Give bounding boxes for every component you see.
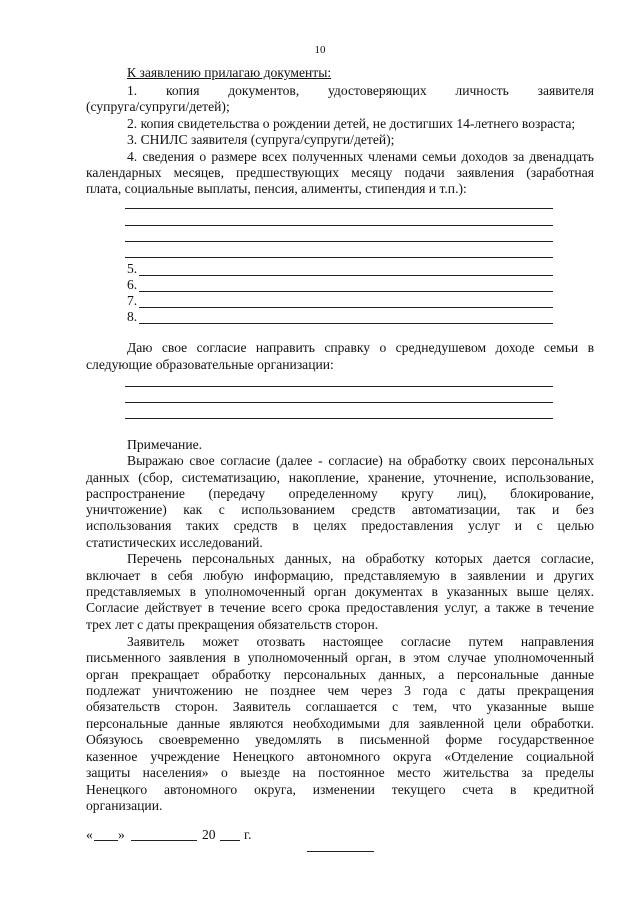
note-p2-line: представляемых в уполномоченный орган документах в указанных выше целях.: [86, 584, 594, 599]
fill-line[interactable]: [125, 208, 553, 209]
note-p3-line: Обязуюсь своевременно уведомлять в письменной форме государственное: [86, 732, 594, 747]
note-p1-line: уничтожение) как с использованием средств автоматизации, так и без: [86, 502, 594, 517]
date-close-quote: »: [118, 827, 125, 842]
fill-line[interactable]: [125, 225, 553, 226]
date-year-suffix: г.: [244, 827, 252, 842]
numbered-line-label: 6.: [127, 277, 138, 292]
attachment-item-1: 1. копия документов, удостоверяющих личность заявителя: [127, 83, 594, 98]
fill-line[interactable]: [139, 291, 553, 292]
date-month-field[interactable]: [131, 840, 197, 841]
fill-line[interactable]: [125, 402, 553, 403]
attachment-item-3: 3. СНИЛС заявителя (супруга/супруги/детей);: [127, 132, 395, 147]
note-p3-line: персональные данные являются необходимыми для заявленной цели обработки.: [86, 716, 594, 731]
numbered-line-label: 8.: [127, 309, 138, 324]
note-p3-line: Ненецкого автономного округа, изменении текущего счета в кредитной: [86, 782, 594, 797]
numbered-line-label: 5.: [127, 261, 138, 276]
numbered-line-label: 7.: [127, 293, 138, 308]
attachments-heading: К заявлению прилагаю документы:: [127, 65, 332, 80]
fill-line[interactable]: [125, 386, 553, 387]
consent-reference-line-2: следующие образовательные организации:: [86, 357, 334, 372]
note-p1-line: данных (сбор, систематизацию, накопление, хранение, уточнение, использование,: [86, 470, 594, 485]
attachment-item-4-cont-1: календарных месяцев, предшествующих месяцу подачи заявления (заработная: [86, 165, 594, 180]
fill-line[interactable]: [125, 257, 553, 258]
note-p1-line: Выражаю свое согласие (далее - согласие) на обработку своих персональных: [127, 453, 594, 468]
note-p2-line: Перечень персональных данных, на обработку которых дается согласие,: [127, 551, 594, 566]
note-p3-line: организации.: [86, 798, 163, 813]
note-p3-line: казенное учреждение Ненецкого автономного округа «Отделение социальной: [86, 749, 594, 764]
note-p2-line: трех лет с даты прекращения обязательств сторон.: [86, 617, 379, 632]
note-p2-line: Согласие действует в течение всего срока предоставления услуг, а также в течение: [86, 600, 594, 615]
note-title: Примечание.: [127, 437, 203, 452]
note-p2-line: включает в себя любую информацию, представляемую в заявлении и других: [86, 568, 594, 583]
note-p3-line: обязательств сторон. Заявитель соглашается с тем, что указанные выше: [86, 699, 594, 714]
consent-reference-line-1: Даю свое согласие направить справку о среднедушевом доходе семьи в: [127, 340, 594, 355]
date-year-prefix: 20: [202, 827, 216, 842]
fill-line[interactable]: [125, 418, 553, 419]
date-year-field[interactable]: [220, 840, 240, 841]
note-p3-line: письменного заявления в уполномоченный орган, в этом случае уполномоченный: [86, 650, 594, 665]
fill-line[interactable]: [139, 307, 553, 308]
bottom-separator: [307, 851, 374, 852]
fill-line[interactable]: [139, 275, 553, 276]
note-p3-line: защиты населения» о выезде на постоянное место жительства за пределы: [86, 765, 594, 780]
note-p1-line: использования таких средств в целях предоставления услуг и с целью: [86, 518, 594, 533]
attachment-item-2: 2. копия свидетельства о рождении детей, не достигших 14-летнего возраста;: [127, 116, 576, 131]
note-p3-line: подлежат уничтожению не позднее чем через 3 года с даты прекращения: [86, 683, 594, 698]
attachment-item-1-cont: (супруга/супруги/детей);: [86, 99, 230, 114]
note-p1-line: распространение (передачу определенному кругу лиц), блокирование,: [86, 486, 594, 501]
page-number: 10: [314, 44, 326, 56]
date-day-field[interactable]: [94, 840, 118, 841]
note-p3-line: Заявитель может отозвать настоящее согласие путем направления: [127, 634, 594, 649]
fill-line[interactable]: [139, 323, 553, 324]
fill-line[interactable]: [125, 241, 553, 242]
note-p1-line: статистических исследований.: [86, 535, 263, 550]
note-p3-line: орган прекращает обработку персональных данных, а персональные данные: [86, 667, 594, 682]
attachment-item-4: 4. сведения о размере всех полученных членами семьи доходов за двенадцать: [127, 149, 594, 164]
date-open-quote: «: [86, 827, 93, 842]
attachment-item-4-cont-2: плата, социальные выплаты, пенсия, алименты, стипендия и т.п.):: [86, 181, 467, 196]
